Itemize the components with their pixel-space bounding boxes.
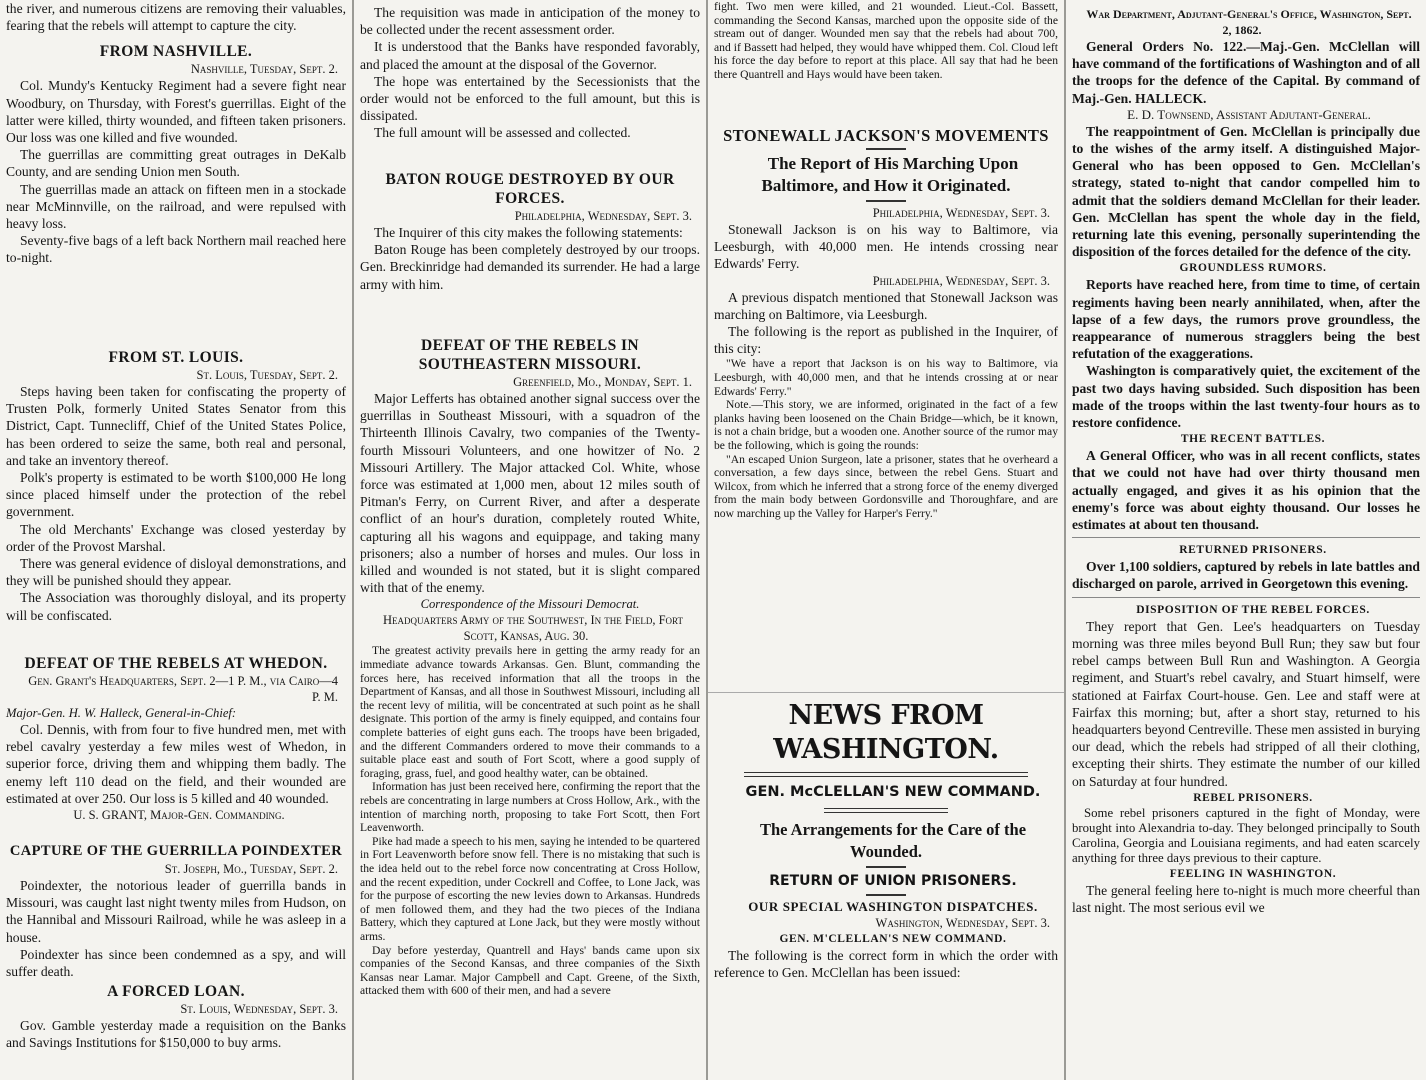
- section-head: FEELING IN WASHINGTON.: [1169, 867, 1337, 880]
- order-header: War Department, Adjutant-General's Office, Washington, Sept. 2, 1862.: [1086, 7, 1412, 37]
- paragraph: Gov. Gamble yesterday made a requisition on the Banks and Savings Institutions for $150,000 to buy arms.: [6, 1018, 346, 1051]
- paragraph: The requisition was made in anticipation of the money to be collected under the recent assessment order.: [360, 5, 700, 38]
- headline-whedon: DEFEAT OF THE REBELS AT WHEDON.: [24, 655, 328, 672]
- subheadline: GEN. M'CLELLAN'S NEW COMMAND.: [779, 933, 1007, 945]
- clipping-whedon: [0, 654, 352, 840]
- column-1: [0, 0, 352, 1080]
- paragraph: Poindexter, the notorious leader of guerrilla bands in Missouri, was caught last night twenty miles from Hudson, on the Hannibal and Missouri Railroad, while he was asleep in a house.: [6, 878, 346, 945]
- paragraph: The guerrillas made an attack on fifteen men in a stockade near McMinnville, on the railroad, and were repulsed with heavy loss.: [6, 181, 346, 232]
- clipping-nashville: [0, 0, 352, 330]
- paragraph: Over 1,100 soldiers, captured by rebels in late battles and discharged on parole, arrived in Georgetown this evening.: [1072, 559, 1420, 592]
- section-head: RETURNED PRISONERS.: [1179, 544, 1327, 557]
- divider: [866, 200, 906, 202]
- paragraph: There was general evidence of disloyal demonstrations, and they will be punished should they appear.: [6, 556, 346, 589]
- article-continuation: the river, and numerous citizens are removing their valuables, fearing that the rebels will attempt to capture the city.: [6, 1, 346, 34]
- paragraph: The Inquirer of this city makes the following statements:: [374, 225, 683, 240]
- headline-news-from-washington: NEWS FROM WASHINGTON.: [773, 700, 999, 765]
- order-signature: E. D. Townsend, Assistant Adjutant-General.: [1127, 106, 1371, 122]
- headline-nashville: FROM NASHVILLE.: [99, 43, 253, 61]
- headline-baton-rouge: BATON ROUGE DESTROYED BY OUR FORCES.: [385, 171, 675, 207]
- clipping-poindexter: [0, 842, 352, 980]
- paragraph: Major Lefferts has obtained another signal success over the guerrillas in Southeast Missouri, with a squadron of the Thirteenth Illinois Cavalry, two companies of the Twenty-fourth Missouri Volunteers, and one howitzer of No. 2 Missouri Artillery. The Major attacked Col. White, whose force was estimated at 1,000 men, about 12 miles south of Pitman's Ferry, on Current River, and after a desperate conflict of an hour's duration, completely routed White, capturing all his wagons and equippage, and taking many prisoners; also a number of horses and mules. Our loss in killed and wounded is not stated, but it is slight compared with that of the enemy.: [360, 391, 700, 596]
- paragraph: The full amount will be assessed and collected.: [374, 125, 631, 141]
- paragraph: The old Merchants' Exchange was closed yesterday by order of the Provost Marshal.: [6, 521, 346, 554]
- subheadline: OUR SPECIAL WASHINGTON DISPATCHES.: [748, 899, 1038, 914]
- clipping-forced-loan: [0, 982, 352, 1080]
- clipping-stonewall-jackson: [708, 126, 1064, 686]
- paragraph: A General Officer, who was in all recent conflicts, states that we could not have had over thirty thousand men actually engaged, and gives it as his opinion that the enemy's force was about eighty thousand. Our losses he estimates at about ten thousand.: [1072, 448, 1420, 533]
- paragraph: They report that Gen. Lee's headquarters on Tuesday morning was three miles beyond Bull Run; they saw but four rebel camps between Bull Run and Washington. A Georgia regiment, and Stuart's rebel cavalry, and Stuart himself, were stationed at Fairfax Court-house. Gen. Lee and staff were at Fairfax this morning; but, after a short stay, returned to his headquarters beyond Centreville. These men assisted in burying our dead, which the rebels had stripped of all their clothing, excepting their shirts. They estimate the number of our killed on Saturday at four hundred.: [1072, 618, 1420, 789]
- dateline: Philadelphia, Wednesday, Sept. 3.: [872, 206, 1050, 220]
- dateline-st-louis: St. Louis, Tuesday, Sept. 2.: [196, 368, 338, 382]
- signature: U. S. GRANT, Major-Gen. Commanding.: [73, 808, 285, 823]
- paragraph: The hope was entertained by the Secessionists that the order would not be enforced to the full amount, but this is dissipated.: [360, 73, 700, 124]
- paragraph: Baton Rouge has been completely destroyed by our troops. Gen. Breckinridge had demanded its surrender. He had a large army with him.: [360, 242, 700, 292]
- clipping-kansas-fight: [708, 0, 1064, 122]
- divider: [866, 866, 906, 868]
- paragraph: The following is the correct form in which the order with reference to Gen. McClellan has been issued:: [714, 948, 1058, 981]
- paragraph-small: Information has just been received here, confirming the report that the rebels are concentrating in large numbers at Cross Hollow, Ark., with the intention of marching north, proposing to take Fort Scott, then Fort Leavenworth.: [360, 780, 700, 835]
- divider: [866, 894, 906, 896]
- paragraph-small: fight. Two men were killed, and 21 wounded. Lieut.-Col. Bassett, commanding the Second Kansas, marched upon the opposite side of the stream out of danger. Wounded men say that the rebels had about 700, and if Bassett had helped, they would have whipped them. Col. Cloud left his force the day before to report at this place. All say that had he been there Quantrell and Hays would have been taken.: [714, 0, 1058, 81]
- clipping-baton-rouge: [354, 170, 706, 332]
- subheadline-jackson: The Report of His Marching Upon Baltimore, and How it Originated.: [761, 154, 1019, 195]
- column-3: [708, 0, 1064, 1080]
- paragraph: It is understood that the Banks have responded favorably, and placed the amount at the disposal of the Governor.: [360, 39, 700, 72]
- dateline-poindexter: St. Joseph, Mo., Tuesday, Sept. 2.: [164, 862, 338, 876]
- headline-poindexter: CAPTURE OF THE GUERRILLA POINDEXTER: [9, 843, 343, 859]
- headline-southeast-missouri: DEFEAT OF THE REBELS IN SOUTHEASTERN MISSOURI.: [418, 337, 642, 373]
- paragraph: The reappointment of Gen. McClellan is principally due to the wishes of the army itself. A distinguished Major-General who has been opposed to Gen. McClellan's strategy, stated to-night that candor compelled him to admit that the soldiers demand McClellan for their leader. Gen. McClellan has spent the whole day in the field, returning late this evening, personally superintending the disposition of the forces detailed for the defence of the city.: [1072, 123, 1420, 260]
- paragraph-small: Day before yesterday, Quantrell and Hays' bands came upon six companies of the Second Kansas, and three companies of the Sixth Kansas near Lamar. Major Campbell and Capt. Greene, of the Sixth, attacked them with 600 of their men, and had a severe: [360, 943, 700, 998]
- paragraph: Col. Mundy's Kentucky Regiment had a severe fight near Woodbury, on Thursday, with Forest's guerrillas. Eight of the latter were killed, thirty wounded, and fifteen taken prisoners. Our loss was one killed and five wounded.: [6, 78, 346, 146]
- headline-stonewall-jackson: STONEWALL JACKSON'S MOVEMENTS: [723, 126, 1049, 145]
- dateline-baton-rouge: Philadelphia, Wednesday, Sept. 3.: [514, 209, 692, 223]
- section-head: GROUNDLESS RUMORS.: [1179, 262, 1327, 275]
- paragraph: Col. Dennis, with from four to five hundred men, met with rebel cavalry yesterday a few miles west of Whedon, in superior force, driving them and whipping them badly. The enemy left 110 dead on the field, and their wounded are estimated at over 250. Our loss is 5 killed and 40 wounded.: [6, 722, 346, 806]
- general-order: General Orders No. 122.—Maj.-Gen. McClellan will have command of the fortifications of Washington and of all the troops for the defence of the Capital. By command of Maj.-Gen. HALLECK.: [1072, 39, 1420, 106]
- headline-forced-loan: A FORCED LOAN.: [107, 983, 245, 1000]
- clipping-st-louis: [0, 336, 352, 642]
- clipping-general-orders: [1066, 6, 1426, 1080]
- divider: [744, 772, 1028, 777]
- paragraph: Seventy-five bags of a left back Northern mail reached here to-night.: [6, 233, 346, 266]
- section-head: DISPOSITION OF THE REBEL FORCES.: [1136, 603, 1370, 616]
- correspondence-line: Correspondence of the Missouri Democrat.: [420, 597, 640, 612]
- subheadline: GEN. McCLELLAN'S NEW COMMAND.: [745, 784, 1041, 800]
- paragraph: A previous dispatch mentioned that Stonewall Jackson was marching on Baltimore, via Leesburgh.: [714, 289, 1058, 322]
- clipping-southeast-missouri: [354, 336, 706, 1080]
- paragraph-small: "We have a report that Jackson is on his way to Baltimore, via Leesburgh, with 40,000 men, and that he intends crossing at or near Edwards' Ferry.": [714, 357, 1058, 398]
- dateline-southeast-missouri: Greenfield, Mo., Monday, Sept. 1.: [513, 375, 692, 389]
- salutation: Major-Gen. H. W. Halleck, General-in-Chief:: [6, 706, 237, 720]
- dateline-whedon: Gen. Grant's Headquarters, Sept. 2—1 P. M., via Cairo—4 P. M.: [28, 674, 338, 704]
- subheadline: The Arrangements for the Care of the Wounded.: [759, 820, 1027, 861]
- paragraph: The guerrillas are committing great outrages in DeKalb County, and are sending Union men South.: [6, 147, 346, 180]
- paragraph-small: "An escaped Union Surgeon, late a prisoner, states that he overheard a conversation, a few days since, between the rebel Gens. Stuart and Wilcox, from which he inferred that a strong force of the enemy diverged from the main body between Gordonsville and Thoroughfare, and are now marching up the Valley for Harper's Ferry.": [714, 452, 1058, 520]
- paragraph: Washington is comparatively quiet, the excitement of the past two days having subsided. Such disposition has been made of the troops within the last twenty-four hours as to restore confidence.: [1072, 363, 1420, 431]
- paragraph: The Association was thoroughly disloyal, and its property will be confiscated.: [6, 590, 346, 623]
- column-4: [1066, 0, 1426, 1080]
- paragraph: Poindexter has since been condemned as a spy, and will suffer death.: [6, 946, 346, 980]
- paragraph: Reports have reached here, from time to time, of certain regiments having been nearly annihilated, when, after the lapse of a few days, the rumors prove groundless, the reappearance of numerous stragglers being the best refutation of the exaggerations.: [1072, 277, 1420, 362]
- paragraph: Steps having been taken for confiscating the property of Trusten Polk, formerly United States Senator from this District, Capt. Tunnecliff, Chief of the United States Police, has been ordered to seize the same, both real and personal, and take an inventory thereof.: [6, 384, 346, 468]
- dateline: Washington, Wednesday, Sept. 3.: [875, 916, 1050, 930]
- headline-st-louis: FROM ST. LOUIS.: [108, 349, 244, 366]
- column-2: [354, 0, 706, 1080]
- divider: [1072, 597, 1420, 598]
- clipping-requisition: [354, 4, 706, 166]
- dateline: Philadelphia, Wednesday, Sept. 3.: [872, 273, 1050, 288]
- clipping-news-from-washington: [708, 692, 1064, 1080]
- paragraph: The following is the report as published in the Inquirer, of this city:: [714, 324, 1058, 357]
- paragraph-small: The greatest activity prevails here in getting the army ready for an immediate advance towards Arkansas. Gen. Blunt, commanding the forces here, has received information that all the troops in the Department of Kansas, and all those in Southwest Missouri, including all the recent levy of militia, will be concentrated at such point as he shall designate. This portion of the army is finely equipped, and contains four complete batteries of eight guns each. The troops have been brigaded, and the different Commanders ordered to move their commands to a suitable place east and south of Fort Scott, where a good supply of foraging, grass, fuel, and good healthy water, can be obtained.: [360, 644, 700, 780]
- divider: [866, 148, 906, 150]
- dateline-nashville: Nashville, Tuesday, Sept. 2.: [190, 62, 338, 77]
- dateline-forced-loan: St. Louis, Wednesday, Sept. 3.: [180, 1002, 338, 1016]
- paragraph-small: Pike had made a speech to his men, saying he intended to be quartered in Fort Leavenworth before snow fell. There is no mistaking that such is the idea held out to the rebel force now concentrating at Cross Hollow, and the recent expedition, under Cockrell and Coffee, to Lone Jack, was for the purpose of escorting the new levies down to Arkansas. Hundreds of men followed them, and they had the two pieces of the Indiana Battery, which they captured at Lone Jack, but they were mostly without arms.: [360, 834, 700, 943]
- section-head: REBEL PRISONERS.: [1193, 791, 1313, 804]
- paragraph: Some rebel prisoners captured in the fight of Monday, were brought into Alexandria to-day. They belonged principally to South Carolina, Georgia and Louisiana regiments, and had eaten scarcely anything for three days previous to their capture.: [1072, 805, 1420, 865]
- divider: [1072, 537, 1420, 538]
- divider: [824, 808, 948, 813]
- section-head: THE RECENT BATTLES.: [1180, 433, 1326, 446]
- paragraph: The general feeling here to-night is much more cheerful than last night. The most serious evil we: [1072, 882, 1420, 915]
- paragraph-small: Note.—This story, we are informed, originated in the fact of a few planks having been loosened on the Chain Bridge—which, be it known, is not a chain bridge, but a wooden one. Another source of the rumor may be the following, which is going the rounds:: [714, 398, 1058, 452]
- headquarters-line: Headquarters Army of the Southwest, In the Field, Fort Scott, Kansas, Aug. 30.: [382, 613, 684, 644]
- paragraph: Polk's property is estimated to be worth $100,000 He long since placed himself under the protection of the rebel government.: [6, 470, 346, 520]
- paragraph: Stonewall Jackson is on his way to Baltimore, via Leesburgh, with 40,000 men. He intends crossing near Edwards' Ferry.: [714, 222, 1058, 272]
- subheadline: RETURN OF UNION PRISONERS.: [769, 873, 1017, 889]
